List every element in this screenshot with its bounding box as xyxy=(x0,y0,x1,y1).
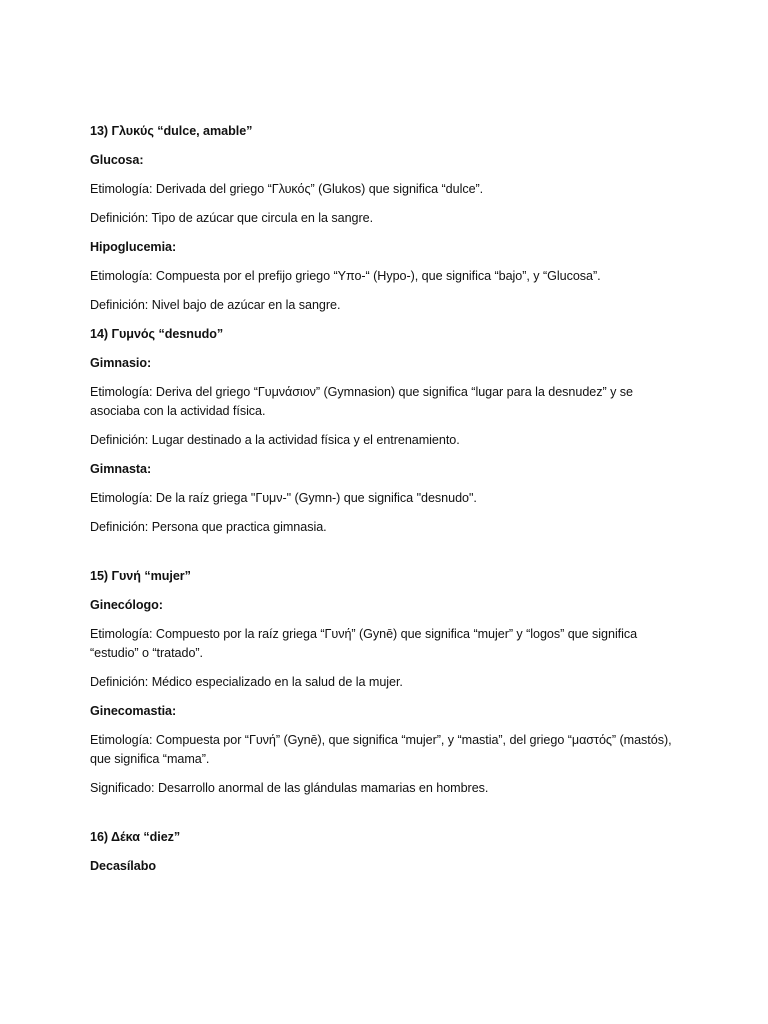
section-heading: 15) Γυνή “mujer” xyxy=(90,569,191,583)
etymology-text: Etimología: Deriva del griego “Γυμνάσιον” (Gymnasion) que significa “lugar para la desnudez” y se asociaba con la actividad física. xyxy=(90,385,633,418)
definition-text: Definición: Persona que practica gimnasia. xyxy=(90,520,327,534)
term-title: Gimnasio: xyxy=(90,356,152,370)
blank-line xyxy=(90,808,678,828)
definition-text: Definición: Lugar destinado a la actividad física y el entrenamiento. xyxy=(90,433,460,447)
term-title: Glucosa: xyxy=(90,153,144,167)
section-heading: 13) Γλυκύς “dulce, amable” xyxy=(90,124,253,138)
term-title: Ginecomastia: xyxy=(90,704,177,718)
section-heading: 14) Γυμνός “desnudo” xyxy=(90,327,224,341)
definition-text: Definición: Médico especializado en la salud de la mujer. xyxy=(90,675,403,689)
section-15 xyxy=(90,567,678,798)
definition-text: Definición: Tipo de azúcar que circula en la sangre. xyxy=(90,211,374,225)
etymology-text: Etimología: Compuesta por “Γυνή” (Gynē), que significa “mujer”, y “mastia”, del griego “μαστός” (mastós), que significa “mama”. xyxy=(90,733,672,766)
blank-line xyxy=(90,547,678,567)
section-13 xyxy=(90,122,678,315)
etymology-text: Etimología: Compuesta por el prefijo griego “Υπο-“ (Hypo-), que significa “bajo”, y “Glucosa”. xyxy=(90,269,601,283)
section-16 xyxy=(90,828,678,876)
etymology-text: Etimología: Derivada del griego “Γλυκός” (Glukos) que significa “dulce”. xyxy=(90,182,484,196)
etymology-text: Etimología: De la raíz griega "Γυμν-" (Gymn-) que significa "desnudo". xyxy=(90,491,477,505)
term-title: Gimnasta: xyxy=(90,462,152,476)
section-14 xyxy=(90,325,678,537)
section-heading: 16) Δέκα “diez” xyxy=(90,830,181,844)
term-title: Ginecólogo: xyxy=(90,598,163,612)
definition-text: Definición: Nivel bajo de azúcar en la sangre. xyxy=(90,298,341,312)
term-title: Hipoglucemia: xyxy=(90,240,177,254)
etymology-text: Etimología: Compuesto por la raíz griega “Γυνή” (Gynē) que significa “mujer” y “logos” que significa “estudio” o “tratado”. xyxy=(90,627,638,660)
term-title: Decasílabo xyxy=(90,859,156,873)
meaning-text: Significado: Desarrollo anormal de las glándulas mamarias en hombres. xyxy=(90,781,489,795)
